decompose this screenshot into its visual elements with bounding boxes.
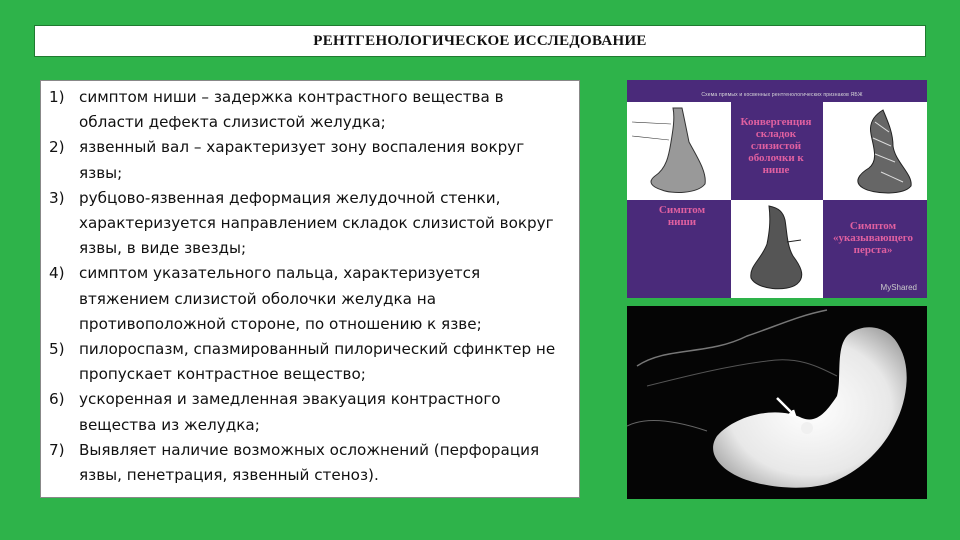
ulcer-signs-diagram	[627, 80, 927, 298]
symptoms-list-panel	[40, 80, 580, 498]
stomach-folds-icon	[823, 102, 927, 200]
xray-stomach-icon	[627, 306, 927, 499]
xray-image	[627, 306, 927, 499]
diagram-cell-finger-sketch	[731, 200, 823, 298]
item-text: пилороспазм, спазмированный пилорический сфинктер не пропускает контрастное вещество;	[79, 340, 556, 384]
item-number: 3)	[49, 188, 65, 207]
item-number: 5)	[49, 340, 65, 359]
list-item	[49, 135, 571, 185]
item-text: симптом ниши – задержка контрастного вещества в области дефекта слизистой желудка;	[79, 88, 504, 132]
diagram-watermark: MyShared	[880, 283, 917, 292]
label-niche: Симптом ниши	[658, 204, 706, 228]
item-number: 2)	[49, 138, 65, 157]
diagram-caption: Схема прямых и косвенных рентгенологических признаков ЯБЖ	[701, 92, 863, 98]
list-item	[49, 261, 571, 337]
diagram-cell-convergence-sketch	[823, 102, 927, 200]
symptoms-list	[49, 85, 571, 488]
item-text: язвенный вал – характеризует зону воспаления вокруг язвы;	[79, 138, 525, 182]
page-title: РЕНТГЕНОЛОГИЧЕСКОЕ ИССЛЕДОВАНИЕ	[313, 32, 647, 49]
item-text: рубцово-язвенная деформация желудочной стенки, характеризуется направлением складок слизистой вокруг язвы, в виде звезды;	[79, 188, 554, 258]
list-item	[49, 186, 571, 262]
stomach-finger-icon	[731, 200, 823, 298]
item-text: Выявляет наличие возможных осложнений (перфорация язвы, пенетрация, язвенный стеноз).	[79, 440, 540, 485]
stomach-sketch-icon	[627, 102, 731, 200]
diagram-cell-niche-sketch	[627, 102, 731, 200]
label-convergence: Конвергенция складок слизистой оболочки к нише	[740, 116, 812, 176]
item-number: 6)	[49, 390, 65, 409]
list-item	[49, 387, 571, 437]
item-number: 1)	[49, 88, 65, 106]
item-number: 4)	[49, 264, 65, 283]
title-banner	[34, 25, 926, 57]
item-number: 7)	[49, 440, 65, 459]
item-text: ускоренная и замедленная эвакуация контрастного вещества из желудка;	[79, 390, 501, 434]
list-item	[49, 85, 571, 135]
item-text: симптом указательного пальца, характеризуется втяжением слизистой оболочки желудка на противоположной стороне, по отношению к язве;	[79, 264, 482, 333]
list-item	[49, 337, 571, 387]
list-item	[49, 438, 571, 488]
label-finger: Симптом «указывающего перста»	[833, 220, 913, 256]
